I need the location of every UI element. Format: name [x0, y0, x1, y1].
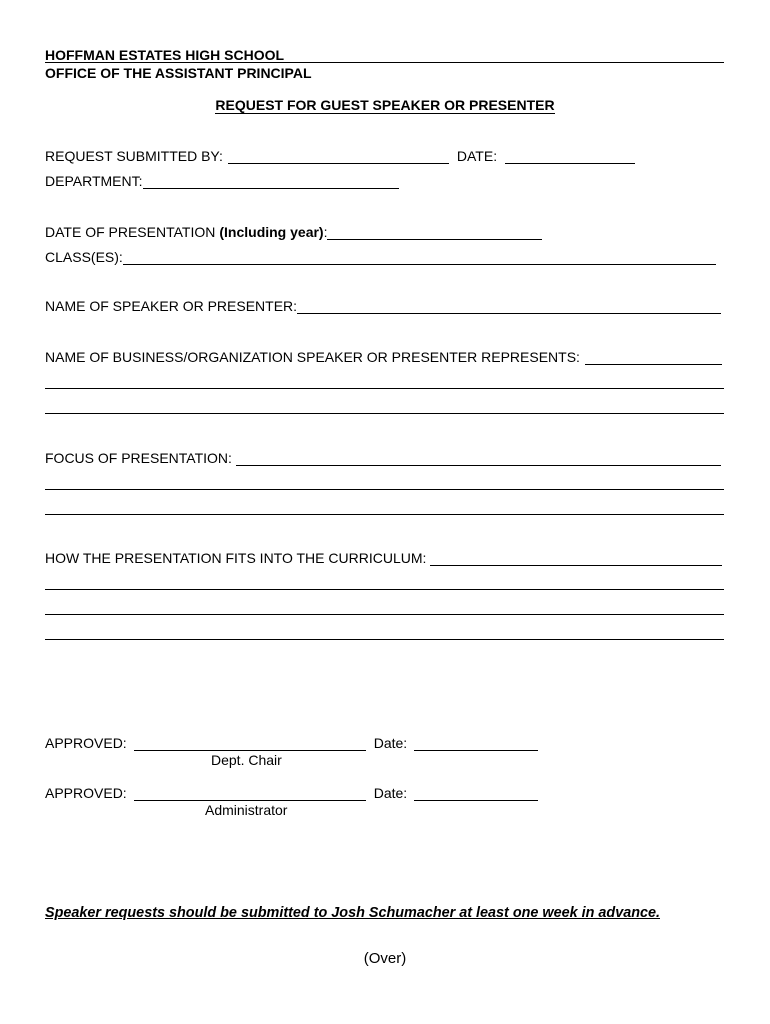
approved-label: APPROVED:	[45, 735, 127, 751]
classes-label: CLASS(ES):	[45, 249, 123, 265]
focus-row	[45, 450, 721, 466]
office-name: OFFICE OF THE ASSISTANT PRINCIPAL	[45, 65, 312, 81]
administrator-caption: Administrator	[205, 802, 288, 818]
submitted-by-label: REQUEST SUBMITTED BY:	[45, 148, 223, 164]
curriculum-line-1[interactable]	[45, 589, 724, 590]
department-label: DEPARTMENT:	[45, 173, 143, 189]
header-rule	[45, 62, 724, 63]
organization-line-1[interactable]	[45, 388, 724, 389]
submission-notice: Speaker requests should be submitted to Josh Schumacher at least one week in advance.	[45, 905, 660, 921]
speaker-label: NAME OF SPEAKER OR PRESENTER:	[45, 298, 298, 314]
form-title: REQUEST FOR GUEST SPEAKER OR PRESENTER	[215, 97, 555, 113]
curriculum-line-3[interactable]	[45, 639, 724, 640]
presentation-date-field[interactable]	[327, 225, 542, 240]
approved-label: APPROVED:	[45, 785, 127, 801]
date-label: DATE:	[456, 148, 498, 164]
department-row	[45, 173, 399, 189]
school-name: HOFFMAN ESTATES HIGH SCHOOL	[45, 47, 285, 63]
classes-field[interactable]	[123, 250, 716, 265]
organization-line-2[interactable]	[45, 413, 724, 414]
presentation-date-label: DATE OF PRESENTATION	[45, 224, 216, 240]
curriculum-line-2[interactable]	[45, 614, 724, 615]
focus-line-2[interactable]	[45, 514, 724, 515]
presentation-date-colon: :	[323, 224, 328, 240]
curriculum-label: HOW THE PRESENTATION FITS INTO THE CURRICULUM:	[45, 550, 427, 566]
administrator-date-field[interactable]	[414, 786, 538, 801]
speaker-field[interactable]	[297, 299, 721, 314]
submitted-by-row	[45, 148, 635, 164]
presentation-date-row	[45, 224, 542, 240]
approval-date-label: Date:	[373, 785, 408, 801]
approval-row-administrator	[45, 785, 538, 801]
speaker-row	[45, 298, 721, 314]
curriculum-field[interactable]	[430, 551, 722, 566]
classes-row	[45, 249, 716, 265]
department-field[interactable]	[143, 174, 399, 189]
administrator-signature-field[interactable]	[134, 786, 366, 801]
dept-chair-date-field[interactable]	[414, 736, 538, 751]
focus-label: FOCUS OF PRESENTATION:	[45, 450, 232, 466]
curriculum-row	[45, 550, 722, 566]
submitted-by-field[interactable]	[228, 149, 449, 164]
focus-line-1[interactable]	[45, 489, 724, 490]
focus-field[interactable]	[236, 451, 721, 466]
approval-date-label: Date:	[373, 735, 408, 751]
dept-chair-signature-field[interactable]	[134, 736, 366, 751]
dept-chair-caption: Dept. Chair	[211, 752, 282, 768]
organization-label: NAME OF BUSINESS/ORGANIZATION SPEAKER OR PRESENTER REPRESENTS:	[45, 349, 580, 365]
date-field[interactable]	[505, 149, 635, 164]
approval-row-dept-chair	[45, 735, 538, 751]
over-indicator: (Over)	[363, 950, 407, 967]
organization-row	[45, 349, 722, 365]
including-year-label: (Including year)	[219, 224, 324, 240]
organization-field[interactable]	[585, 350, 722, 365]
